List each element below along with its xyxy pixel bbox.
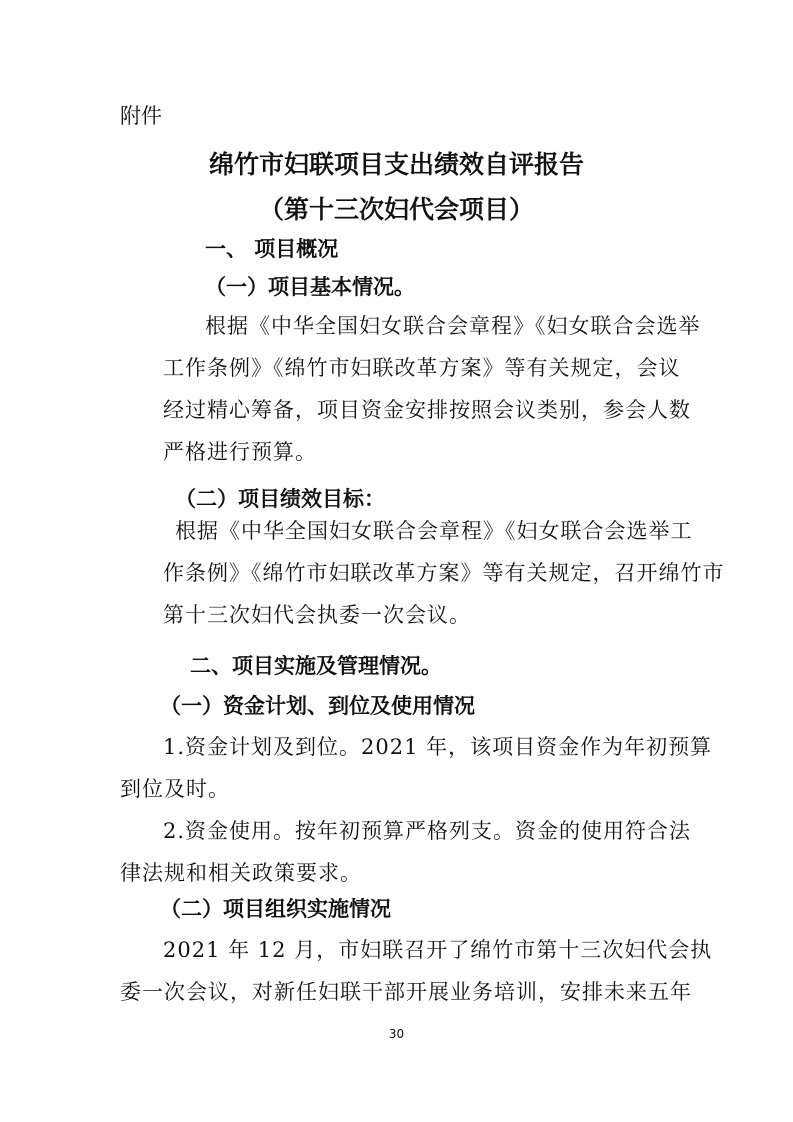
section-2-1-heading: （一）资金计划、到位及使用情况 <box>160 693 475 718</box>
attachment-label: 附件 <box>120 104 162 128</box>
paragraph-line: 经过精心筹备，项目资金安排按照会议类别，参会人数 <box>163 398 691 422</box>
section-1-2-heading: （二）项目绩效目标： <box>175 486 385 511</box>
section-1-heading: 一、 项目概况 <box>205 237 339 261</box>
section-2-heading: 二、项目实施及管理情况。 <box>190 654 442 678</box>
report-subtitle: （第十三次妇代会项目） <box>258 195 534 224</box>
paragraph-line: 律法规和相关政策要求。 <box>120 861 362 885</box>
section-2-2-heading: （二）项目组织实施情况 <box>160 896 391 921</box>
paragraph-line: 2.资金使用。按年初预算严格列支。资金的使用符合法 <box>163 819 692 843</box>
paragraph-line: 第十三次妇代会执委一次会议。 <box>163 603 471 627</box>
section-1-1-heading: （一）项目基本情况。 <box>205 274 415 299</box>
paragraph-line: 工作条例》《绵竹市妇联改革方案》等有关规定，会议 <box>163 356 681 380</box>
paragraph-line: 严格进行预算。 <box>163 440 317 464</box>
paragraph-line: 根据《中华全国妇女联合会章程》《妇女联合会选举 <box>205 314 701 338</box>
page-number: 30 <box>388 1027 405 1041</box>
report-title: 绵竹市妇联项目支出绩效自评报告 <box>208 150 584 179</box>
paragraph-line: 2021 年 12 月，市妇联召开了绵竹市第十三次妇代会执 <box>163 938 713 962</box>
paragraph-line: 1.资金计划及到位。2021 年，该项目资金作为年初预算 <box>163 735 713 759</box>
paragraph-line: 委一次会议，对新任妇联干部开展业务培训，安排未来五年 <box>120 980 692 1004</box>
paragraph-line: 到位及时。 <box>120 777 230 801</box>
paragraph-line: 作条例》《绵竹市妇联改革方案》等有关规定，召开绵竹市 <box>163 561 725 585</box>
paragraph-line: 根据《中华全国妇女联合会章程》《妇女联合会选举工 <box>175 519 693 543</box>
